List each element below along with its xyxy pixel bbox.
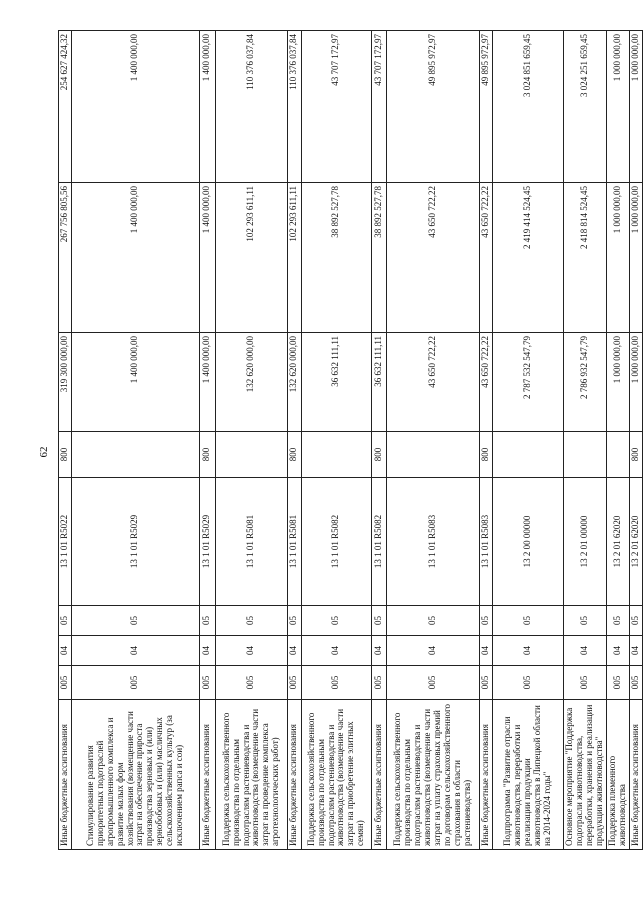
section-cell: 04 [629, 636, 642, 666]
section-cell: 04 [479, 636, 492, 666]
amount-col-2-cell: 38 892 527,78 [371, 183, 386, 333]
section-cell: 04 [386, 636, 479, 666]
amount-col-3-cell: 3 024 851 659,45 [492, 31, 563, 183]
table-row [606, 31, 629, 850]
table-row [629, 31, 642, 850]
table-row [287, 31, 301, 850]
expense-type-cell [71, 432, 199, 478]
amount-col-2-cell: 2 418 814 524,45 [563, 183, 606, 333]
admin-code-cell: 005 [215, 666, 287, 700]
item-name-cell: Поддержка сельскохозяйственного производства по отдельным подотраслям растениеводства и животноводства (возмещение части затрат на приобретение элитных семян) [301, 700, 371, 850]
budget-table-container [58, 31, 640, 850]
table-row [301, 31, 371, 850]
budget-table [58, 30, 643, 850]
subsection-cell: 05 [215, 606, 287, 636]
amount-col-2-cell: 2 419 414 524,45 [492, 183, 563, 333]
amount-col-2-cell: 1 400 000,00 [199, 183, 215, 333]
amount-col-3-cell: 49 895 972,97 [386, 31, 479, 183]
expense-type-cell [386, 432, 479, 478]
amount-col-1-cell: 2 787 532 547,79 [492, 333, 563, 432]
section-cell: 04 [199, 636, 215, 666]
amount-col-3-cell: 1 000 000,00 [606, 31, 629, 183]
section-cell: 04 [59, 636, 72, 666]
target-article-cell: 13 2 01 62020 [606, 478, 629, 606]
admin-code-cell: 005 [371, 666, 386, 700]
amount-col-3-cell: 3 024 251 659,45 [563, 31, 606, 183]
admin-code-cell: 005 [59, 666, 72, 700]
expense-type-cell [492, 432, 563, 478]
table-row [215, 31, 287, 850]
expense-type-cell [606, 432, 629, 478]
admin-code-cell: 005 [492, 666, 563, 700]
table-body [59, 31, 643, 850]
target-article-cell: 13 1 01 R5029 [199, 478, 215, 606]
item-name-cell: Поддержка сельскохозяйственного производства по отдельным подотраслям растениеводства и животноводства (возмещение части затрат на уплату страховых премий по договорам сельскохозяйственного страхования в области растениеводства) [386, 700, 479, 850]
expense-type-cell: 800 [287, 432, 301, 478]
amount-col-1-cell: 43 650 722,22 [386, 333, 479, 432]
expense-type-cell: 800 [59, 432, 72, 478]
expense-type-cell: 800 [479, 432, 492, 478]
subsection-cell: 05 [492, 606, 563, 636]
expense-type-cell: 800 [371, 432, 386, 478]
admin-code-cell: 005 [563, 666, 606, 700]
page-number: 62 [38, 446, 50, 458]
item-name-cell: Основное мероприятие "Поддержка подотрасли животноводства, переработки, хранения и реализации продукции животноводства" [563, 700, 606, 850]
target-article-cell: 13 2 00 00000 [492, 478, 563, 606]
target-article-cell: 13 2 01 62020 [629, 478, 642, 606]
expense-type-cell [215, 432, 287, 478]
subsection-cell: 05 [199, 606, 215, 636]
target-article-cell: 13 1 01 R5083 [386, 478, 479, 606]
subsection-cell: 05 [301, 606, 371, 636]
admin-code-cell: 005 [629, 666, 642, 700]
admin-code-cell: 005 [301, 666, 371, 700]
section-cell: 04 [492, 636, 563, 666]
expense-type-cell [301, 432, 371, 478]
amount-col-1-cell: 36 632 111,11 [371, 333, 386, 432]
subsection-cell: 05 [287, 606, 301, 636]
subsection-cell: 05 [629, 606, 642, 636]
amount-col-1-cell: 132 620 000,00 [287, 333, 301, 432]
admin-code-cell: 005 [71, 666, 199, 700]
item-name-cell: Иные бюджетные ассигнования [199, 700, 215, 850]
item-name-cell: Поддержка племенного животноводства [606, 700, 629, 850]
subsection-cell: 05 [71, 606, 199, 636]
subsection-cell: 05 [563, 606, 606, 636]
table-row [199, 31, 215, 850]
amount-col-1-cell: 319 300 000,00 [59, 333, 72, 432]
item-name-cell: Поддержка сельскохозяйственного производства по отдельным подотраслям растениеводства и животноводства (возмещение части затрат на проведение комплекса агротехнологических работ) [215, 700, 287, 850]
section-cell: 04 [71, 636, 199, 666]
table-row [479, 31, 492, 850]
item-name-cell: Иные бюджетные ассигнования [287, 700, 301, 850]
section-cell: 04 [301, 636, 371, 666]
admin-code-cell: 005 [199, 666, 215, 700]
amount-col-3-cell: 110 376 037,84 [287, 31, 301, 183]
amount-col-1-cell: 132 620 000,00 [215, 333, 287, 432]
target-article-cell: 13 1 01 R5081 [215, 478, 287, 606]
section-cell: 04 [287, 636, 301, 666]
table-row [563, 31, 606, 850]
amount-col-1-cell: 2 786 932 547,79 [563, 333, 606, 432]
section-cell: 04 [563, 636, 606, 666]
admin-code-cell: 005 [386, 666, 479, 700]
admin-code-cell: 005 [287, 666, 301, 700]
subsection-cell: 05 [59, 606, 72, 636]
table-row [386, 31, 479, 850]
amount-col-1-cell: 1 400 000,00 [199, 333, 215, 432]
section-cell: 04 [606, 636, 629, 666]
amount-col-3-cell: 254 627 424,32 [59, 31, 72, 183]
amount-col-3-cell: 110 376 037,84 [215, 31, 287, 183]
target-article-cell: 13 1 01 R5081 [287, 478, 301, 606]
amount-col-2-cell: 43 650 722,22 [386, 183, 479, 333]
amount-col-3-cell: 1 400 000,00 [71, 31, 199, 183]
amount-col-1-cell: 36 632 111,11 [301, 333, 371, 432]
subsection-cell: 05 [479, 606, 492, 636]
budget-table-rotated [58, 31, 640, 850]
admin-code-cell: 005 [606, 666, 629, 700]
amount-col-3-cell: 49 895 972,97 [479, 31, 492, 183]
amount-col-2-cell: 102 293 611,11 [287, 183, 301, 333]
item-name-cell: Иные бюджетные ассигнования [479, 700, 492, 850]
admin-code-cell: 005 [479, 666, 492, 700]
target-article-cell: 13 1 01 R5083 [479, 478, 492, 606]
item-name-cell: Подпрограмма "Развитие отрасли животноводства, переработки и реализации продукции животноводства в Липецкой области на 2014-2024 годы" [492, 700, 563, 850]
table-row [71, 31, 199, 850]
expense-type-cell: 800 [629, 432, 642, 478]
amount-col-3-cell: 43 707 172,97 [301, 31, 371, 183]
amount-col-2-cell: 1 000 000,00 [606, 183, 629, 333]
amount-col-3-cell: 43 707 172,97 [371, 31, 386, 183]
section-cell: 04 [371, 636, 386, 666]
item-name-cell: Стимулирование развития приоритетных подотраслей агропромышленного комплекса и развитие малых форм хозяйствования (возмещение части затрат на обеспечение прироста производства зерновых и (или) зернобобовых и (или) масличных сельскохозяйственных культур (за исключением рапса и сои) [71, 700, 199, 850]
expense-type-cell: 800 [199, 432, 215, 478]
subsection-cell: 05 [371, 606, 386, 636]
item-name-cell: Иные бюджетные ассигнования [629, 700, 642, 850]
target-article-cell: 13 1 01 R5082 [371, 478, 386, 606]
amount-col-2-cell: 267 756 805,56 [59, 183, 72, 333]
target-article-cell: 13 1 01 R5082 [301, 478, 371, 606]
target-article-cell: 13 1 01 R5029 [71, 478, 199, 606]
amount-col-2-cell: 102 293 611,11 [215, 183, 287, 333]
amount-col-2-cell: 38 892 527,78 [301, 183, 371, 333]
table-row [371, 31, 386, 850]
target-article-cell: 13 2 01 00000 [563, 478, 606, 606]
amount-col-1-cell: 43 650 722,22 [479, 333, 492, 432]
section-cell: 04 [215, 636, 287, 666]
amount-col-2-cell: 1 400 000,00 [71, 183, 199, 333]
amount-col-3-cell: 1 400 000,00 [199, 31, 215, 183]
amount-col-1-cell: 1 000 000,00 [606, 333, 629, 432]
amount-col-1-cell: 1 000 000,00 [629, 333, 642, 432]
amount-col-2-cell: 43 650 722,22 [479, 183, 492, 333]
expense-type-cell [563, 432, 606, 478]
amount-col-2-cell: 1 000 000,00 [629, 183, 642, 333]
table-row [492, 31, 563, 850]
item-name-cell: Иные бюджетные ассигнования [59, 700, 72, 850]
subsection-cell: 05 [606, 606, 629, 636]
target-article-cell: 13 1 01 R5022 [59, 478, 72, 606]
subsection-cell: 05 [386, 606, 479, 636]
item-name-cell: Иные бюджетные ассигнования [371, 700, 386, 850]
table-row [59, 31, 72, 850]
amount-col-3-cell: 1 000 000,00 [629, 31, 642, 183]
amount-col-1-cell: 1 400 000,00 [71, 333, 199, 432]
